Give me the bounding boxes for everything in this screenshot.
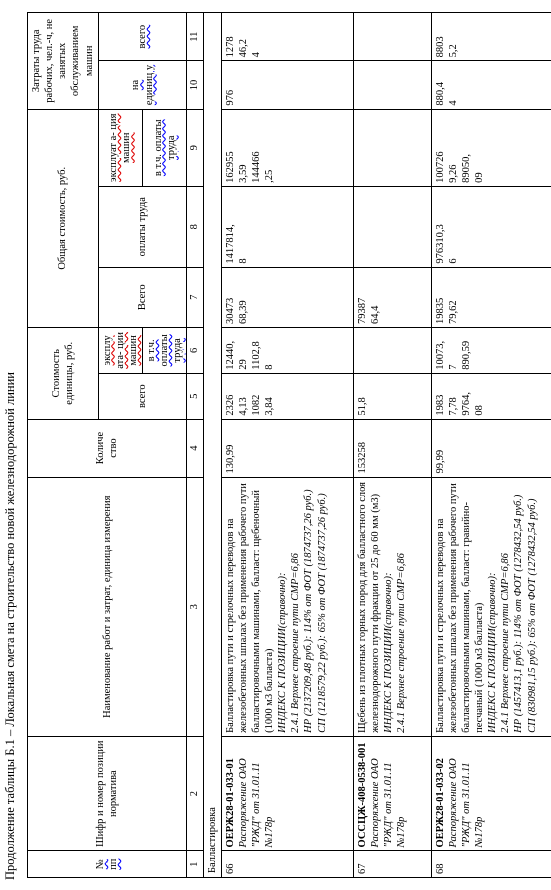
col-number: 10 xyxy=(187,61,203,109)
row-name-cell xyxy=(431,477,551,736)
row-num: 68 xyxy=(431,851,551,878)
row-code-note: Распоряжение ОАО "РЖД" от 31.01.11 №178р xyxy=(447,758,485,848)
row-qty: 99,99 xyxy=(431,419,551,477)
row-notes: 2.4.1 Верхнее строение пути СМР=6,86 xyxy=(396,553,407,733)
row-code: ОЕРЖ28-01-033-01 xyxy=(224,758,236,848)
unit-mach-header: эксплу ата- ции машин xyxy=(98,327,142,373)
row-index: ИНДЕКС К ПОЗИЦИИ(справочно): xyxy=(487,572,499,733)
row-labor-all: 8803 5,2 xyxy=(431,13,551,61)
row-name: Щебень из плотных горных пород для балластного слоя железнодорожного пути фракции от 25 до 60 мм (м3) xyxy=(356,482,381,733)
total-mach-header: эксплуат а- ция машин xyxy=(98,109,142,186)
row-name-cell xyxy=(221,477,353,736)
row-unit-mach: 10073, 7 890,59 xyxy=(431,327,551,373)
row-total-wage: 976310,3 6 xyxy=(431,186,551,267)
header-row-1 xyxy=(28,13,99,878)
row-num: 66 xyxy=(221,851,353,878)
row-total-all: 19835 79,62 xyxy=(431,267,551,327)
total-all-header: Всего xyxy=(98,267,187,327)
row-code-cell xyxy=(353,736,431,851)
row-unit-total: 1983 7,78 9764, 08 xyxy=(431,373,551,419)
col-number: 9 xyxy=(187,109,203,186)
row-code-cell xyxy=(431,736,551,851)
row-total-all: 79387 64,4 xyxy=(353,267,431,327)
col-number: 5 xyxy=(187,373,203,419)
unit-cost-header: Стоимость единицы, руб. xyxy=(28,327,99,419)
col-num-header: № пп xyxy=(28,851,187,878)
section-row xyxy=(203,13,221,878)
unit-mach-wage-header: в т.ч. оплаты труда xyxy=(143,327,187,373)
row-total-all: 30473 68,39 xyxy=(221,267,353,327)
row-labor-unit: 880,4 4 xyxy=(431,61,551,109)
row-total-mach: 162955 3,59 144466 ,25 xyxy=(221,109,353,186)
row-notes: 2.4.1 Верхнее строение пути СМР=6,86 НР (1457413,1 руб.): 114% от ФОТ (1278432,54 руб.) СП (830981,15 руб.): 65% от ФОТ (1278432,54 руб.) xyxy=(500,494,538,733)
row-labor-all: 1278 46,2 4 xyxy=(221,13,353,61)
col-number: 6 xyxy=(187,327,203,373)
col-number: 8 xyxy=(187,186,203,267)
labor-unit-header: на единиц у xyxy=(98,61,187,109)
row-unit-mach xyxy=(353,327,431,373)
row-qty: 153258 xyxy=(353,419,431,477)
col-code-header: Шифр и номер позиции норматива xyxy=(28,736,187,851)
col-number: 11 xyxy=(187,13,203,61)
row-name-cell xyxy=(353,477,431,736)
row-notes: 2.4.1 Верхнее строение пути СМР=6,86 НР (2137209,48 руб.): 114% от ФОТ (1874737,26 руб.) СП (1218579,22 руб.): 65% от ФОТ (1874737,26 руб.) xyxy=(290,489,328,733)
total-wage-header: оплаты труда xyxy=(98,186,187,267)
row-total-mach: 100726 9,26 89050, 09 xyxy=(431,109,551,186)
row-total-wage: 1417814, 8 xyxy=(221,186,353,267)
row-qty: 130,99 xyxy=(221,419,353,477)
total-cost-header: Общая стоимость, руб. xyxy=(28,109,99,327)
row-labor-unit xyxy=(353,61,431,109)
row-total-mach xyxy=(353,109,431,186)
row-name: Балластировка пути и стрелочных переводов на железобетонных шпалах без применения рабочего пути балластировочными машинами, балласт: щебеночный (1000 м3 балласта) xyxy=(224,483,275,733)
table-row xyxy=(431,13,551,878)
col-qty-header: Количе ство xyxy=(28,419,187,477)
row-labor-unit: 976 xyxy=(221,61,353,109)
col-number: 1 xyxy=(187,851,203,878)
column-numbers-row xyxy=(187,13,203,878)
row-index: ИНДЕКС К ПОЗИЦИИ(справочно): xyxy=(277,572,289,733)
col-name-header: Наименование работ и затрат, единица измерения xyxy=(28,477,187,736)
table-caption: Продолжение таблицы Б.1 – Локальная смета на строительство новой железнодорожной линии xyxy=(3,372,17,880)
row-code: ОССЦЖ-408-0538-001 xyxy=(356,742,368,848)
col-number: 3 xyxy=(187,477,203,736)
labor-all-header: всего xyxy=(98,13,187,61)
section-title: Балластировка xyxy=(203,13,221,878)
labor-header: Затраты труда рабочих, чел.-ч, не занятых обслуживанием машин xyxy=(28,13,99,110)
col-number: 7 xyxy=(187,267,203,327)
total-mach-wage-header: в т.ч. оплаты труда xyxy=(143,109,187,186)
row-code-note: Распоряжение ОАО "РЖД" от 31.01.11 №178р xyxy=(369,758,407,848)
row-unit-mach: 12440, 29 1102,8 8 xyxy=(221,327,353,373)
row-index: ИНДЕКС К ПОЗИЦИИ(справочно): xyxy=(382,572,394,733)
table-row xyxy=(221,13,353,878)
unit-total-header: всего xyxy=(98,373,187,419)
row-unit-total: 2326 4,13 1082 3,84 xyxy=(221,373,353,419)
estimate-table xyxy=(27,12,551,878)
row-name: Балластировка пути и стрелочных переводов на железобетонных шпалах без применения рабочего пути балластировочными машинами, балласт: гравийно-песчаный (1000 м3 балласта) xyxy=(434,483,485,733)
row-code-cell xyxy=(221,736,353,851)
row-unit-total: 51,8 xyxy=(353,373,431,419)
row-num: 67 xyxy=(353,851,431,878)
row-code: ОЕРЖ28-01-033-02 xyxy=(434,758,446,848)
table-row xyxy=(353,13,431,878)
col-number: 2 xyxy=(187,736,203,851)
row-labor-all xyxy=(353,13,431,61)
col-number: 4 xyxy=(187,419,203,477)
row-total-wage xyxy=(353,186,431,267)
row-code-note: Распоряжение ОАО "РЖД" от 31.01.11 №178р xyxy=(237,758,275,848)
